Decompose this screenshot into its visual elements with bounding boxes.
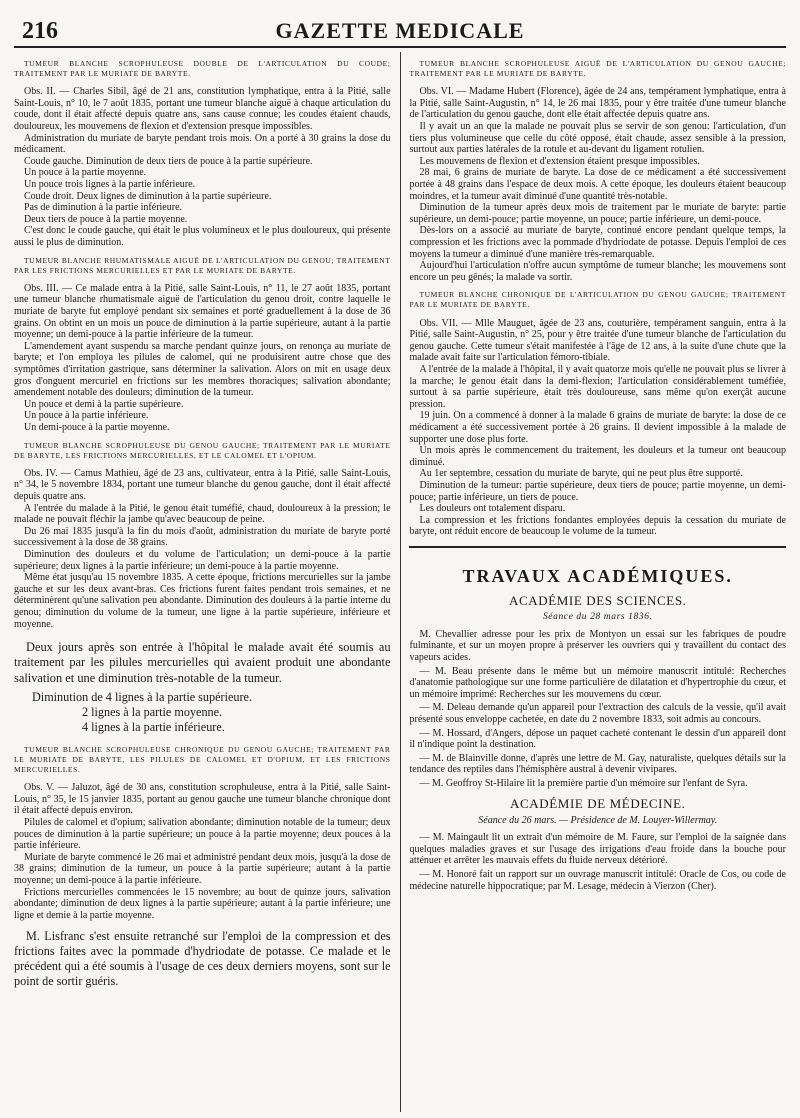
academy-heading: ACADÉMIE DES SCIENCES. xyxy=(508,592,687,608)
paragraph: Frictions mercurielles commencées le 15 novembre; au bout de quinze jours, salivation abondante; diminution de deux lignes à la partie supérieure; autant à la partie inférieure; une ligne et demie à la partie moyenne. xyxy=(14,886,391,921)
obs-paragraph: Obs. II. — Charles Sibil, âgé de 21 ans, constitution lymphatique, entra à la Pitié, salle Saint-Louis, n° 10, le 7 août 1835, portant une tumeur blanche aiguë à chaque articulation du coude, dont il était affecté depuis quatre ans, sans cause connue; les coudes étaient chauds, douloureux, les mouvemens de flexion et d'extension presque impossibles. xyxy=(14,86,391,133)
observation xyxy=(409,86,786,283)
measurement-line: Un pouce et demi à la partie supérieure. xyxy=(24,398,184,410)
academy-item: — M. Honoré fait un rapport sur un ouvrage manuscrit intitulé: Oracle de Cos, ou code de médecine naturelle hippocratique; par M. Lesage, médecin à Vierzon (Cher). xyxy=(409,869,786,892)
academy-item: M. Chevallier adresse pour les prix de Montyon un essai sur les fabriques de poudre fulminante, et sur un moyen propre à préserver les ouvriers qui y travaillent du contact des vapeurs acides. xyxy=(409,628,786,664)
section-title: TUMEUR BLANCHE SCROPHULEUSE DU GENOU GAUCHE; TRAITEMENT PAR LE MURIATE DE BARYTE, LES FRICTIONS MERCURIELLES, ET LE CALOMEL ET L'OPIUM. xyxy=(14,440,391,460)
measurement-line: Diminution de 4 lignes à la partie supérieure. xyxy=(32,690,252,705)
observation xyxy=(14,86,391,248)
column-rule xyxy=(400,52,401,1112)
observation xyxy=(14,782,391,921)
large-type-closing xyxy=(14,929,391,989)
session-date: Séance du 28 mars 1836. xyxy=(542,611,653,622)
academy-item: — M. Deleau demande qu'un appareil pour l'extraction des calculs de la vessie, qu'il avait présenté sous enveloppe cachetée, en date du 2 novembre 1833, soit admis au concours. xyxy=(409,702,786,725)
paragraph: A l'entrée de la malade à l'hôpital, il y avait quatorze mois qu'elle ne pouvait plus se livrer à la marche; le genou était dans la demi-flexion; l'articulation considérablement tuméfiée, surtout à sa partie supérieure, était très douloureuse, sans même qu'on exerçât aucune pression. xyxy=(409,363,786,410)
paragraph: M. Lisfranc s'est ensuite retranché sur l'emploi de la compression et des frictions faites avec la pommade d'hydriodate de potasse. Ce malade et le précédent qui a été soumis à l'usage de ces deux derniers moyens, sont sur le point de sortir guéris. xyxy=(14,929,391,988)
measurement-line: Coude gauche. Diminution de deux tiers de pouce à la partie supérieure. xyxy=(24,155,313,167)
paragraph: Diminution des douleurs et du volume de l'articulation; un demi-pouce à la partie supérieure; deux lignes à la partie inférieure; un demi-pouce à la partie moyenne. xyxy=(14,548,391,572)
academy-heading: ACADÉMIE DE MÉDECINE. xyxy=(510,795,686,811)
obs-paragraph: Obs. VII. — Mlle Mauguet, âgée de 23 ans, couturière, tempérament sanguin, entra à la Pitié, salle Saint-Augustin, n° 25, pour y être traitée d'une tumeur blanche de l'articulation du genou gauche. Cette tumeur s'était manifestée à l'âge de 12 ans, à la suite d'une chute que la malade avait faite sur l'articulation fémoro-tibiale. xyxy=(409,317,786,364)
measurement-line: 4 lignes à la partie inférieure. xyxy=(82,719,225,734)
paragraph: Pilules de calomel et d'opium; salivation abondante; diminution notable de la tumeur; deux pouces de diminution à la partie supérieure; un pouce à la partie moyenne; deux pouces à la partie inférieure. xyxy=(14,817,391,852)
academy-item: — M. Beau présente dans le même but un mémoire manuscrit intitulé: Recherches d'anatomie pathologique sur une forme particulière de dilatation et d'hypertrophie du cœur, et un mémoire imprimé: Recherches sur les mouvemens du cœur. xyxy=(409,665,786,700)
page-number: 216 xyxy=(22,18,58,44)
observation xyxy=(409,318,786,538)
right-column xyxy=(403,52,786,1112)
paragraph: Diminution de la tumeur après deux mois de traitement par le muriate de baryte: partie supérieure, un demi-pouce; partie moyenne, un pouce; partie inférieure, un demi-pouce. xyxy=(409,202,786,225)
measurement-line: Un pouce à la partie inférieure. xyxy=(24,410,149,422)
measurement-line: 2 lignes à la partie moyenne. xyxy=(82,705,223,720)
paragraph: Du 26 mai 1835 jusqu'à la fin du mois d'août, administration du muriate de baryte porté successivement à la dose de 38 grains. xyxy=(14,525,391,549)
columns xyxy=(14,52,786,1112)
section-title: TUMEUR BLANCHE SCROPHULEUSE CHRONIQUE DU GENOU GAUCHE; TRAITEMENT PAR LE MURIATE DE BARYTE, LES PILULES DE CALOMEL ET D'OPIUM, ET LES FRICTIONS MERCURIELLES. xyxy=(14,744,391,775)
academy-item: — M. de Blainville donne, d'après une lettre de M. Gay, naturaliste, quelques détails sur la tendance des reptiles dans l'hémisphère austral à devenir vivipares. xyxy=(409,752,786,776)
section-title: TUMEUR BLANCHE SCROPHULEUSE DOUBLE DE L'ARTICULATION DU COUDE; TRAITEMENT PAR LE MURIATE DE BARYTE. xyxy=(14,59,391,79)
paragraph: Il y avait un an que la malade ne pouvait plus se servir de son genou: l'articulation, d'un tiers plus volumineuse que celle du côté opposé, était chaude, assez sensible à la pression, surtout aux parties latérales de la rotule et au-devant du ligament rotulien. xyxy=(409,121,786,156)
academy-item: — M. Geoffroy St-Hilaire lit la première partie d'un mémoire sur l'enfant de Syra. xyxy=(419,777,748,789)
paragraph: Muriate de baryte commencé le 26 mai et administré pendant deux mois, jusqu'à la dose de 38 grains; diminution de la tumeur, un pouce à la partie supérieure; autant à la partie moyenne; un demi-pouce à la partie inférieure. xyxy=(14,851,391,886)
left-column xyxy=(14,52,397,1112)
section-divider xyxy=(409,546,786,548)
paragraph: La compression et les frictions fondantes employées depuis la cessation du muriate de baryte, ont réduit encore de beaucoup le volume de la tumeur. xyxy=(409,514,786,538)
paragraph: Un mois après le commencement du traitement, les douleurs et la tumeur ont beaucoup diminué. xyxy=(409,445,786,468)
paragraph: Aujourd'hui l'articulation n'offre aucun symptôme de tumeur blanche; les mouvemens sont encore un peu gênés; la malade va sortir. xyxy=(409,260,786,283)
paragraph: 19 juin. On a commencé à donner à la malade 6 grains de muriate de baryte: la dose de ce médicament a été successivement portée à 26 grains. Il devient impossible à la malade de supporter une dose plus forte. xyxy=(409,410,786,445)
session-date: Séance du 26 mars. — Présidence de M. Louyer-Willermay. xyxy=(478,814,718,826)
measurement-line: Un pouce à la partie moyenne. xyxy=(24,167,147,179)
obs-paragraph: Obs. VI. — Madame Hubert (Florence), âgée de 24 ans, tempérament lymphatique, entra à la Pitié, salle Saint-Augustin, n° 14, le 26 mai 1835, pour y être traitée d'une tumeur blanche de l'articulation du genou gauche, dont elle était affectée depuis quatre ans. xyxy=(409,86,786,121)
section-title: TUMEUR BLANCHE RHUMATISMALE AIGUË DE L'ARTICULATION DU GENOU; TRAITEMENT PAR LES FRICTIONS MERCURIELLES ET PAR LE MURIATE DE BARYTE. xyxy=(14,255,391,275)
paragraph: Deux jours après son entrée à l'hôpital le malade avait été soumis au traitement par les pilules mercurielles qui avaient produit une abondante salivation et une diminution très-notable de la tumeur. xyxy=(14,640,391,685)
measurement-line: Deux tiers de pouce à la partie moyenne. xyxy=(24,213,188,225)
page-header xyxy=(14,12,786,48)
paragraph: Les douleurs ont totalement disparu. xyxy=(419,503,566,515)
observation xyxy=(14,283,391,434)
paragraph: 28 mai, 6 grains de muriate de baryte. La dose de ce médicament a été successivement portée à 48 grains dans l'espace de deux mois. A cette époque, les douleurs étaient beaucoup moindres, et la tumeur avait diminué d'une quantité très-notable. xyxy=(409,167,786,202)
large-measurements xyxy=(14,690,391,735)
academy-item: — M. Hossard, d'Angers, dépose un paquet cacheté contenant le dessin d'un appareil dont il n'indique point la destination. xyxy=(409,727,786,751)
travaux-heading: TRAVAUX ACADÉMIQUES. xyxy=(462,565,733,586)
paragraph: Même état jusqu'au 15 novembre 1835. A cette époque, frictions mercurielles sur la jambe gauche et sur les deux avant-bras. Ces frictions furent faites pendant trois semaines, et ne déterminèrent qu'une salivation peu abondante. Diminution des douleurs à la partie interne du genou; diminution du volume de la tumeur, une ligne à la partie supérieure, inférieure et moyenne. xyxy=(14,572,391,630)
paragraph: A l'entrée du malade à la Pitié, le genou était tuméfié, chaud, douloureux à la pression; le malade ne pouvait fléchir la jambe qu'avec beaucoup de peine. xyxy=(14,502,391,526)
masthead-title: GAZETTE MEDICALE xyxy=(275,18,525,43)
paragraph: Diminution de la tumeur: partie supérieure, deux tiers de pouce; partie moyenne, un demi-pouce; partie inférieure, un tiers de pouce. xyxy=(409,479,786,503)
measurement-line: Un demi-pouce à la partie moyenne. xyxy=(24,421,170,433)
observation xyxy=(14,468,391,630)
paragraph: L'amendement ayant suspendu sa marche pendant quinze jours, on renonça au muriate de baryte; et l'on employa les pilules de calomel, qui ne produisirent autre chose que des symptômes d'irritation gastrique, sans déterminer la salivation. Alors on mit en usage deux gros d'onguent mercuriel en frictions sur les membres thoraciques; salivation abondante; amendement notable des douleurs; diminution de la tumeur. xyxy=(14,340,391,399)
paragraph: Dès-lors on a associé au muriate de baryte, continué encore pendant quelque temps, la compression et les frictions avec la pommade d'hydriodate de potasse. Depuis l'emploi de ces moyens la tumeur a diminué d'une manière très-remarquable. xyxy=(409,225,786,260)
measurement-line: Coude droit. Deux lignes de diminution à la partie supérieure. xyxy=(24,190,272,202)
paragraph: Les mouvemens de flexion et d'extension étaient presque impossibles. xyxy=(419,155,700,167)
section-title: TUMEUR BLANCHE SCROPHULEUSE AIGUË DE L'ARTICULATION DU GENOU GAUCHE; TRAITEMENT PAR LE MURIATE DE BARYTE. xyxy=(409,59,786,79)
academy-item: — M. Maingault lit un extrait d'un mémoire de M. Faure, sur l'emploi de la saignée dans quelques maladies graves et sur l'usage des irrigations d'eau froide dans la bouche pour atténuer et arrêter les mauvais effets du fluide nerveux détérioré. xyxy=(409,832,786,867)
measurement-line: Pas de diminution à la partie inférieure. xyxy=(24,202,183,214)
section-title: TUMEUR BLANCHE CHRONIQUE DE L'ARTICULATION DU GENOU GAUCHE; TRAITEMENT PAR LE MURIATE DE BARYTE. xyxy=(409,290,786,310)
paragraph: Au 1er septembre, cessation du muriate de baryte, qui ne peut plus être supporté. xyxy=(419,468,743,480)
obs-paragraph: Obs. IV. — Camus Mathieu, âgé de 23 ans, cultivateur, entra à la Pitié, salle Saint-Louis, n° 34, le 5 novembre 1834, portant une tumeur blanche du genou gauche, dont il était affecté depuis quatre ans. xyxy=(14,467,391,502)
obs-paragraph: Obs. V. — Jaluzot, âgé de 30 ans, constitution scrophuleuse, entra à la Pitié, salle Saint-Louis, n° 35, le 15 janvier 1835, portant au genou gauche une tumeur blanche chronique dont il était affecté depuis environ. xyxy=(14,782,391,817)
obs-paragraph: Obs. III. — Ce malade entra à la Pitié, salle Saint-Louis, n° 11, le 27 août 1835, portant une tumeur blanche rhumatismale aiguë de l'articulation du genou droit, contre laquelle le muriate de baryte fut employé pendant six semaines et porté graduellement à la dose de 36 grains. On obtint en un mois un pouce de diminution à la partie supérieure, autant à la partie moyenne; un demi-pouce à la partie inférieure de la tumeur. xyxy=(14,282,391,341)
paragraph: C'est donc le coude gauche, qui était le plus volumineux et le plus douloureux, qui présente aussi le plus de diminution. xyxy=(14,225,391,248)
large-type-note xyxy=(14,640,391,686)
measurement-line: Un pouce trois lignes à la partie inférieure. xyxy=(24,179,196,190)
paragraph: Administration du muriate de baryte pendant trois mois. On a porté à 30 grains la dose du médicament. xyxy=(14,132,391,156)
